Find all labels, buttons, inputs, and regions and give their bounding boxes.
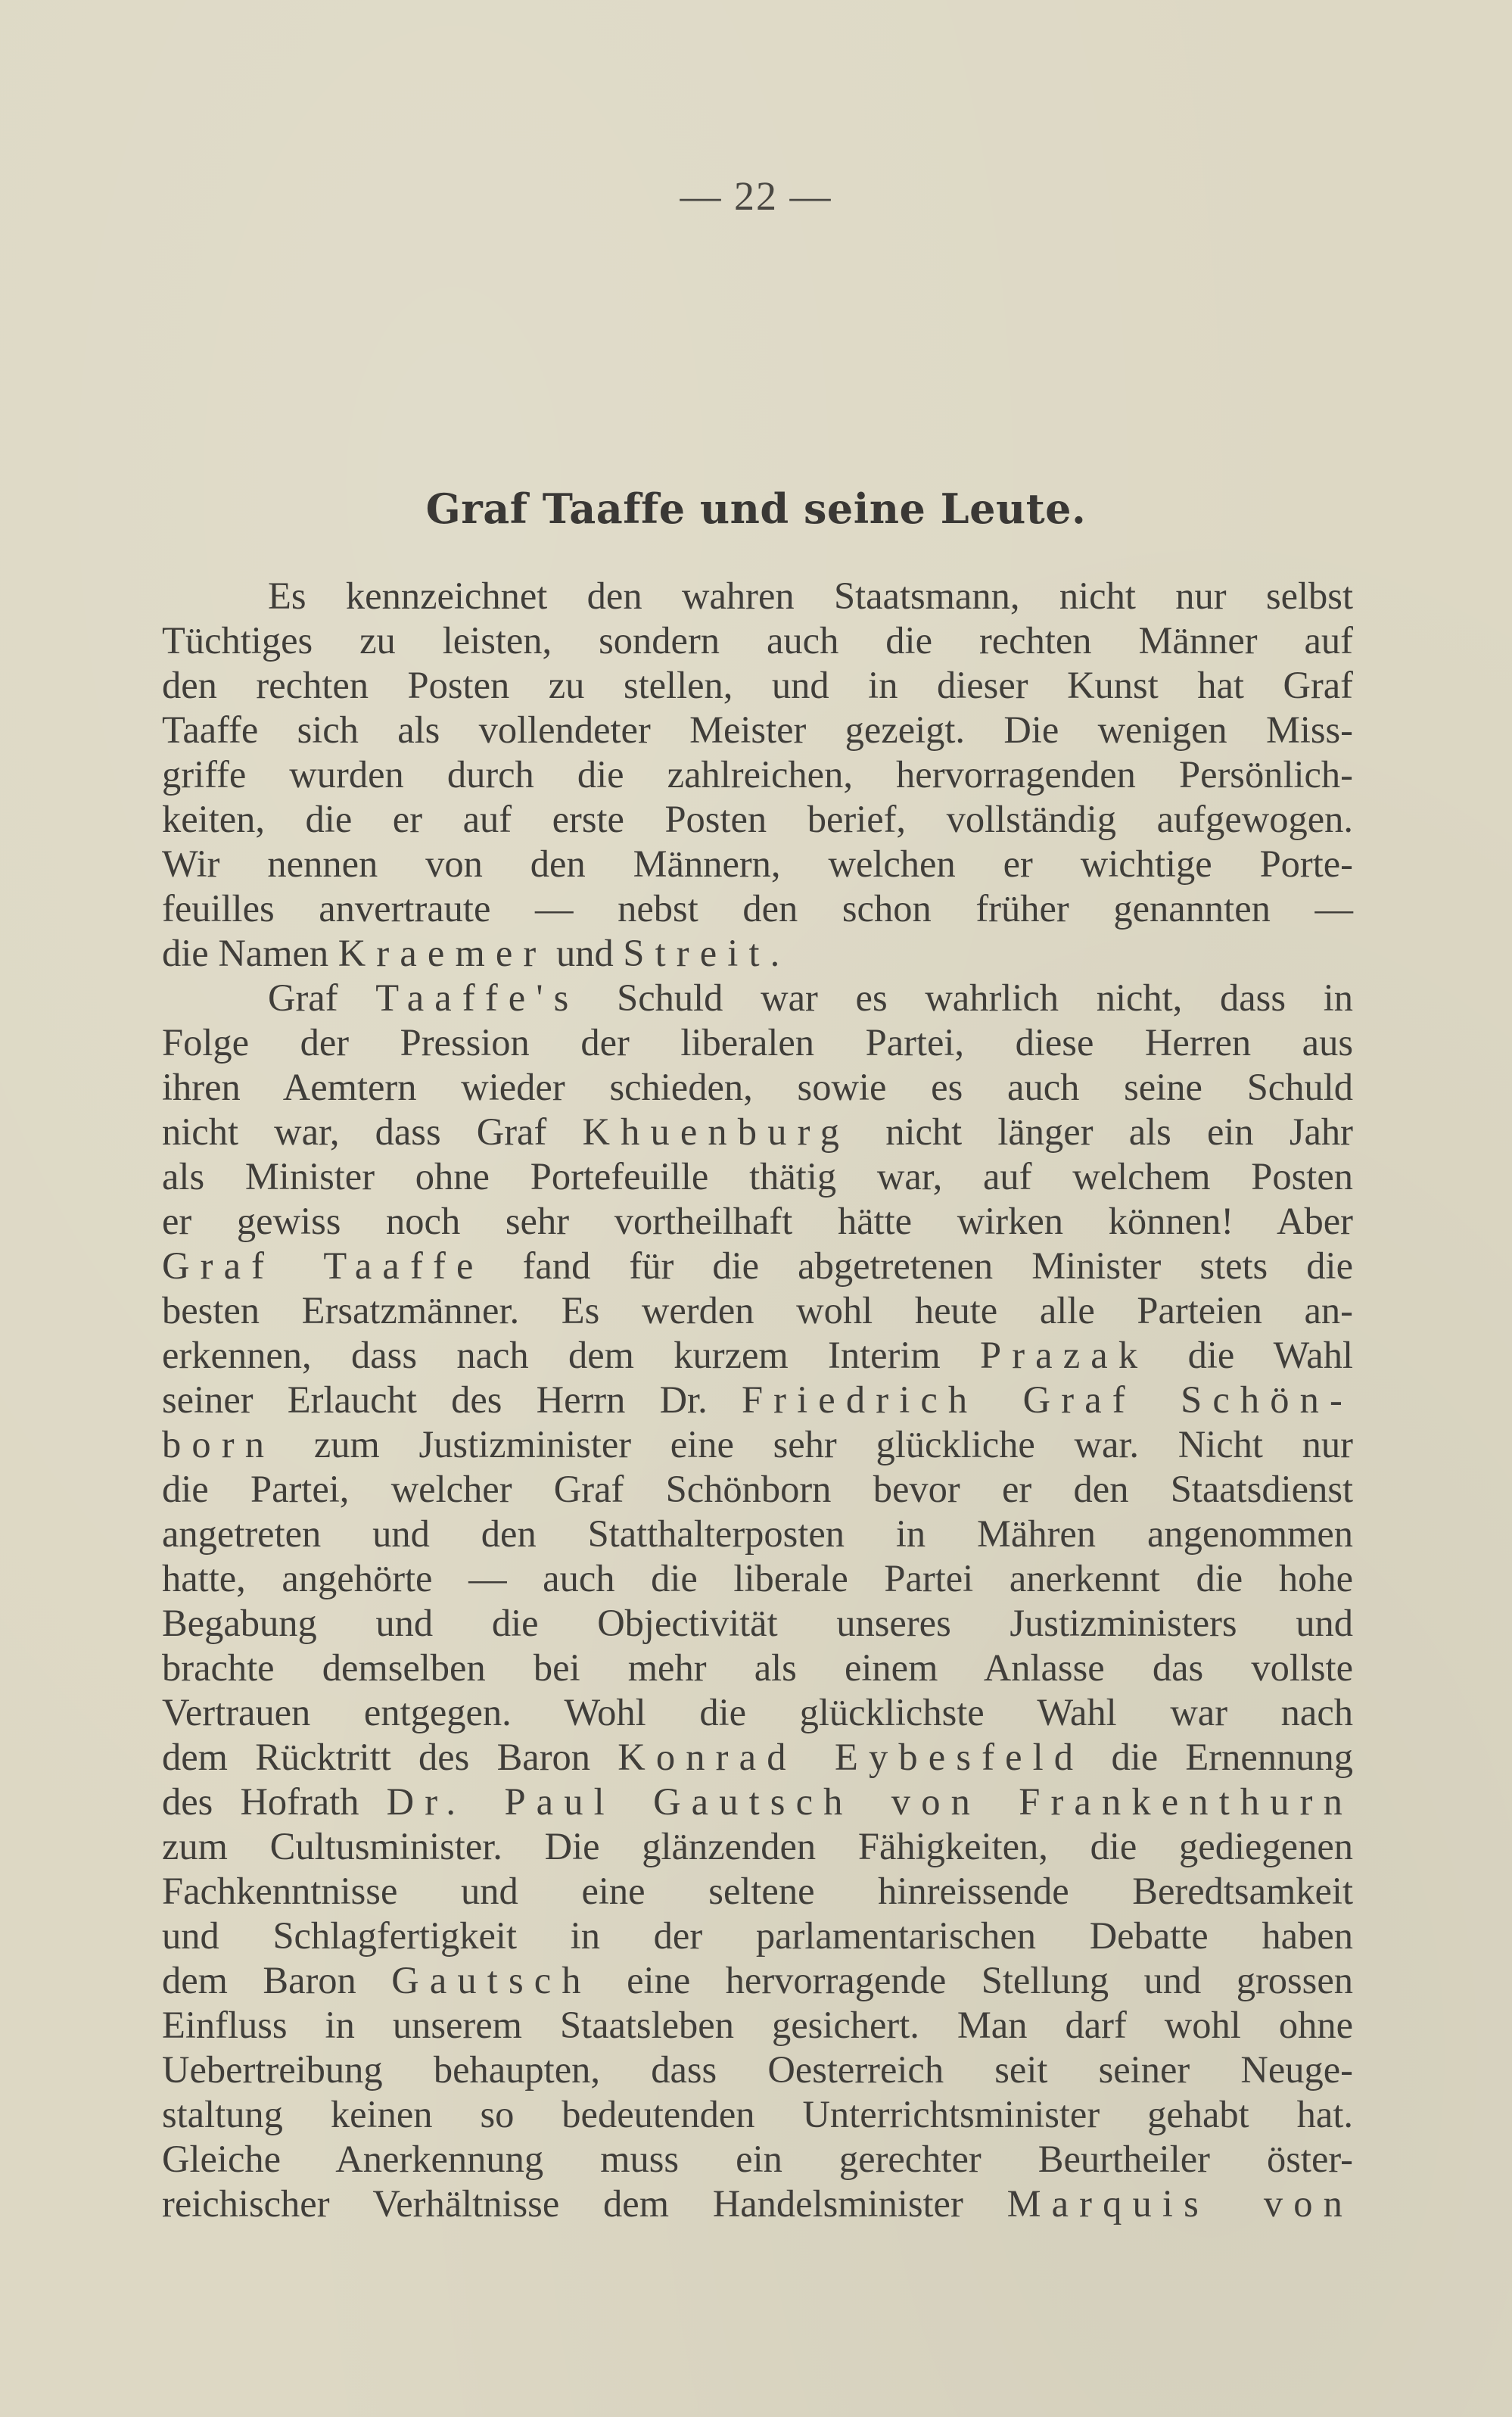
text-line: born zum Justizminister eine sehr glückliche war. Nicht nur [162,1423,1353,1465]
text-line: Fachkenntnisse und eine seltene hinreissende Beredtsamkeit [162,1870,1353,1912]
spaced-name: Friedrich Graf Schön- [741,1378,1354,1421]
text-line: als Minister ohne Portefeuille thätig war, auf welchem Posten [162,1155,1353,1198]
text-line: griffe wurden durch die zahlreichen, hervorragenden Persönlich- [162,753,1353,796]
text-line: Taaffe sich als vollendeter Meister gezeigt. Die wenigen Miss- [162,709,1353,751]
text-line: reichischer Verhältnisse dem Handelsminister Marquis von [162,2182,1353,2225]
text-line: staltung keinen so bedeutenden Unterrichtsminister gehabt hat. [162,2093,1353,2135]
text-line: Uebertreibung behaupten, dass Oesterreich seit seiner Neuge- [162,2048,1353,2091]
spaced-name: born [162,1423,275,1465]
text-line: Folge der Pression der liberalen Partei, diese Herren aus [162,1021,1353,1064]
page-number: — 22 — [680,173,832,219]
spaced-name: Marquis von [1006,2182,1353,2225]
spaced-name: Konrad Eybesfeld [618,1736,1084,1778]
text-line: brachte demselben bei mehr als einem Anlasse das vollste [162,1646,1353,1689]
text-line: seiner Erlaucht des Herrn Dr. Friedrich Graf Schön- [162,1378,1354,1421]
text-line: den rechten Posten zu stellen, und in dieser Kunst hat Graf [162,664,1353,706]
text-line: die Namen Kraemer und Streit. [162,932,780,974]
chapter-heading: Graf Taaffe und seine Leute. [425,484,1087,533]
text-line: Wir nennen von den Männern, welchen er wichtige Porte- [162,843,1353,885]
text-line: Tüchtiges zu leisten, sondern auch die rechten Männer auf [162,619,1353,662]
text-line: dem Baron Gautsch eine hervorragende Stellung und grossen [162,1959,1353,2001]
text-line: nicht war, dass Graf Khuenburg nicht länger als ein Jahr [162,1110,1353,1153]
spaced-name: Dr. Paul Gautsch von Frankenthurn [386,1780,1353,1823]
body-text [162,574,1353,2226]
text-line: Einfluss in unserem Staatsleben gesichert. Man darf wohl ohne [162,2004,1353,2046]
text-line: Vertrauen entgegen. Wohl die glücklichste Wahl war nach [162,1691,1353,1733]
spaced-name: Kraemer [338,932,547,974]
text-line: ihren Aemtern wieder schieden, sowie es auch seine Schuld [162,1066,1353,1108]
spaced-name: Taaffe's [375,976,580,1019]
text-line: Gleiche Anerkennung muss ein gerechter Beurtheiler öster- [162,2138,1353,2180]
text-line: zum Cultusminister. Die glänzenden Fähigkeiten, die gediegenen [162,1825,1353,1867]
text-line: Graf Taaffe's Schuld war es wahrlich nicht, dass in [268,976,1353,1019]
text-line: feuilles anvertraute — nebst den schon früher genannten — [162,887,1353,930]
text-line: hatte, angehörte — auch die liberale Partei anerkennt die hohe [162,1557,1353,1599]
text-line: die Partei, welcher Graf Schönborn bevor er den Staatsdienst [162,1468,1353,1510]
text-line: und Schlagfertigkeit in der parlamentarischen Debatte haben [162,1914,1353,1957]
text-line: erkennen, dass nach dem kurzem Interim Prazak die Wahl [162,1334,1353,1376]
text-line: Begabung und die Objectivität unseres Justizministers und [162,1602,1353,1644]
spaced-name: Khuenburg [582,1110,851,1153]
text-line: keiten, die er auf erste Posten berief, vollständig aufgewogen. [162,798,1353,840]
text-line: dem Rücktritt des Baron Konrad Eybesfeld die Ernennung [162,1736,1353,1778]
spaced-name: Prazak [979,1334,1149,1376]
text-line: Es kennzeichnet den wahren Staatsmann, nicht nur selbst [268,575,1353,617]
spaced-name: Graf Taaffe [162,1244,484,1287]
text-line: des Hofrath Dr. Paul Gautsch von Frankenthurn [162,1780,1353,1823]
text-line: er gewiss noch sehr vortheilhaft hätte wirken können! Aber [162,1200,1353,1242]
text-line: besten Ersatzmänner. Es werden wohl heute alle Parteien an- [162,1289,1353,1332]
text-line: angetreten und den Statthalterposten in Mähren angenommen [162,1512,1353,1555]
spaced-name: Gautsch [391,1959,592,2001]
spaced-name: Streit [623,932,770,974]
text-line: Graf Taaffe fand für die abgetretenen Minister stets die [162,1244,1353,1287]
